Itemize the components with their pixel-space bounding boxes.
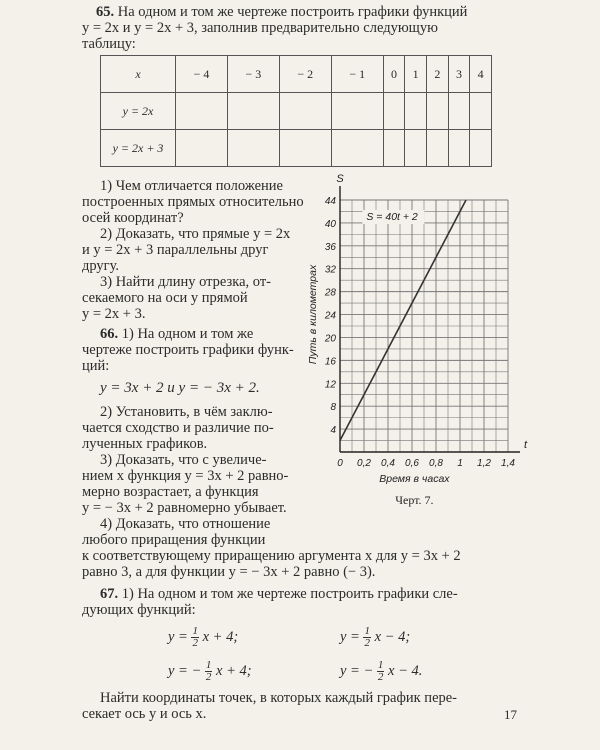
y-tick-label: 12 (324, 379, 336, 391)
ex66-q4-full-line: равно 3, а для функции y = − 3x + 2 равно (− 3). (82, 564, 376, 580)
table-x-value: − 4 (176, 56, 228, 93)
x-tick-label: 1,2 (477, 458, 491, 469)
values-table (100, 55, 492, 167)
table-header-x: x (101, 56, 176, 93)
ex65-q3-line: 3) Найти длину отрезка, от- (100, 274, 271, 290)
ex67-line2: дующих функций: (82, 602, 196, 618)
y-tick-label: 16 (324, 356, 336, 368)
table-x-value: − 2 (279, 56, 331, 93)
ex66-line2: чертеже построить графики функ- (82, 342, 294, 358)
ex65-q2-line: и y = 2x + 3 параллельны друг (82, 242, 269, 258)
chart-annotation: S = 40t + 2 (366, 211, 418, 224)
x-tick-label: 0 (337, 458, 343, 469)
ex67-line1 (100, 586, 458, 603)
ex65-q3-line: секаемого на оси y прямой (82, 290, 248, 306)
ex67-final-line: секает ось y и ось x. (82, 706, 207, 722)
ex65-q2-line: другу. (82, 258, 120, 274)
table-row-label: y = 2x + 3 (101, 130, 176, 167)
ex66-q3-line: мерно возрастает, а функция (82, 484, 259, 500)
ex67-formula: y = − $\frac{1}{2}$ x − 4. (340, 659, 423, 683)
ex65-line1 (96, 4, 467, 21)
y-tick-label: 8 (330, 402, 336, 414)
x-axis-name: t (524, 439, 528, 451)
x-tick-label: 0,6 (405, 458, 419, 469)
ex66-text1: 1) На одном и том же (121, 326, 254, 342)
ex65-text1: На одном и том же чертеже построить графики функций (117, 4, 468, 20)
table-x-value: 3 (448, 56, 470, 93)
y-tick-label: 44 (324, 196, 336, 207)
x-tick-label: 0,4 (381, 458, 395, 469)
ex66-q4-line: 4) Доказать, что отношение (100, 516, 271, 532)
ex66-q2-line: чается сходство и различие по- (82, 420, 274, 436)
chart-caption: Черт. 7. (395, 493, 434, 507)
table-row (101, 93, 492, 130)
ex66-q3-line: y = − 3x + 2 равномерно убывает. (82, 500, 287, 516)
ex66-q3-line: нием x функция y = 3x + 2 равно- (82, 468, 289, 484)
chart-grid (340, 200, 508, 452)
x-tick-label: 1 (457, 458, 463, 469)
ex67-number: 67. (100, 586, 119, 602)
table-x-value: − 3 (227, 56, 279, 93)
ex65-q1-line: построенных прямых относительно (82, 194, 304, 210)
y-axis-label: Путь в километрах (307, 264, 319, 365)
ex65-q2-line: 2) Доказать, что прямые y = 2x (100, 226, 291, 242)
y-tick-label: 24 (324, 310, 336, 322)
ex66-line1 (100, 326, 253, 343)
ex66-q2-line: 2) Установить, в чём заклю- (100, 404, 273, 420)
ex67-final-line: Найти координаты точек, в которых каждый график пере- (100, 690, 458, 706)
ex66-q4-line: любого приращения функции (82, 532, 266, 548)
chart-axes (340, 186, 520, 452)
table-x-value: 2 (427, 56, 449, 93)
ex65-q3-line: y = 2x + 3. (82, 306, 146, 322)
chart-ticks (324, 196, 516, 469)
x-tick-label: 1,4 (501, 458, 515, 469)
ex66-q3-line: 3) Доказать, что с увеличе- (100, 452, 267, 468)
table-x-value: − 1 (331, 56, 383, 93)
x-tick-label: 0,2 (357, 458, 371, 469)
table-x-value: 4 (470, 56, 492, 93)
y-tick-label: 28 (324, 287, 336, 299)
y-axis-name: S (336, 173, 344, 185)
chart-series (340, 200, 466, 441)
ex65-number: 65. (96, 4, 115, 20)
table-header-row (101, 56, 492, 93)
ex66-q4-full-line: к соответствующему приращению аргумента x для y = 3x + 2 (82, 548, 461, 564)
series-line (340, 200, 466, 441)
table-row (101, 130, 492, 167)
y-tick-label: 4 (330, 425, 336, 437)
ex66-formula: y = 3x + 2 и y = − 3x + 2. (100, 380, 260, 396)
ex65-line3: таблицу: (82, 36, 136, 52)
ex67-formula: y = $\frac{1}{2}$ x − 4; (340, 625, 411, 649)
chart-figure-7 (300, 170, 530, 520)
ex67-formula: y = $\frac{1}{2}$ x + 4; (168, 625, 239, 649)
y-tick-label: 20 (324, 333, 336, 345)
page-number: 17 (504, 707, 517, 722)
ex65-line2: y = 2x и y = 2x + 3, заполнив предварительно следующую (82, 20, 438, 36)
ex65-q1-line: 1) Чем отличается положение (100, 178, 283, 194)
x-tick-label: 0,8 (429, 458, 443, 469)
ex66-line3: ций: (82, 358, 110, 374)
ex66-number: 66. (100, 326, 119, 342)
table-row-label: y = 2x (101, 93, 176, 130)
ex67-formula: y = − $\frac{1}{2}$ x + 4; (168, 659, 252, 683)
y-tick-label: 32 (324, 264, 336, 276)
y-tick-label: 36 (324, 241, 336, 253)
table-x-value: 1 (405, 56, 427, 93)
ex65-q1-line: осей координат? (82, 210, 184, 226)
table-x-value: 0 (383, 56, 405, 93)
ex67-text1: 1) На одном и том же чертеже построить графики сле- (121, 586, 458, 602)
x-axis-label: Время в часах (379, 473, 450, 485)
ex66-q2-line: лученных графиков. (82, 436, 208, 452)
y-tick-label: 40 (324, 218, 336, 230)
